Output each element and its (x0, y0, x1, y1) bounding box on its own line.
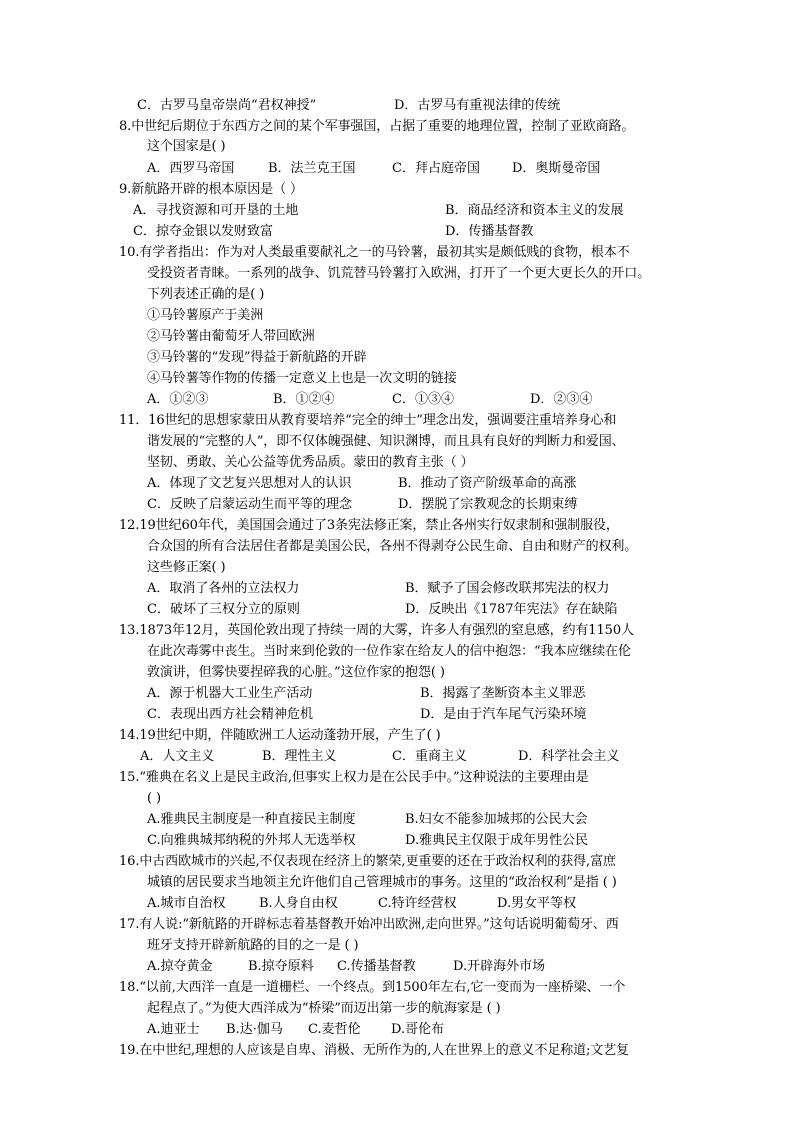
q14-stem: 14.19世纪中期，伴随欧洲工人运动蓬勃开展，产生了( ) (119, 728, 441, 743)
q10-option-c: C．①③④ (392, 392, 454, 407)
q17-option-a: A.掠夺黄金 (147, 959, 213, 974)
q9-stem: 9.新航路开辟的根本原因是（ ） (119, 182, 303, 197)
q13-option-b: B．揭露了垄断资本主义罪恶 (420, 686, 586, 701)
q8-option-b: B．法兰克王国 (268, 161, 356, 176)
q18-option-d: D.哥伦布 (391, 1022, 445, 1037)
q11-stem-line2: 谐发展的“完整的人”，即不仅体魄强健、知识渊博，而且具有良好的判断力和爱国、 (147, 434, 625, 449)
q12-option-d: D．反映出《1787年宪法》存在缺陷 (405, 602, 618, 617)
q14-option-b: B．理性主义 (262, 749, 337, 764)
q7-option-d: D．古罗马有重视法律的传统 (394, 98, 561, 113)
q16-option-a: A.城市自治权 (147, 896, 226, 911)
q15-option-b: B.妇女不能参加城邦的公民大会 (405, 812, 588, 827)
q11-option-a: A．体现了文艺复兴思想对人的认识 (147, 476, 352, 491)
q15-option-d: D.雅典民主仅限于成年男性公民 (405, 833, 589, 848)
q11-stem-line1: 11．16世纪的思想家蒙田从教育要培养“完全的绅士”理念出发，强调要注重培养身心和 (119, 413, 617, 428)
q11-option-d: D．摆脱了宗教观念的长期束缚 (398, 497, 578, 512)
q16-option-b: B.人身自由权 (259, 896, 338, 911)
q13-option-a: A．源于机器大工业生产活动 (147, 686, 313, 701)
q15-stem-line2: ( ) (147, 791, 161, 806)
q17-option-c: C.传播基督教 (337, 959, 416, 974)
q12-option-a: A．取消了各州的立法权力 (147, 581, 300, 596)
q10-option-d: D．②③④ (530, 392, 593, 407)
q11-option-b: B．推动了资产阶级革命的高涨 (398, 476, 577, 491)
q10-statement-1: ①马铃薯原产于美洲 (147, 308, 264, 323)
q10-stem-line1: 10.有学者指出：作为对人类最重要献礼之一的马铃薯，最初其实是颇低贱的食物，根本不 (119, 245, 630, 260)
q17-stem-line2: 班牙支持开辟新航路的目的之一是 ( ) (147, 938, 359, 953)
q15-option-a: A.雅典民主制度是一种直接民主制度 (147, 812, 356, 827)
q15-stem-line1: 15.“雅典在名义上是民主政治,但事实上权力是在公民手中。”这种说法的主要理由是 (119, 770, 589, 785)
q15-option-c: C.向雅典城邦纳税的外邦人无选举权 (147, 833, 356, 848)
q16-option-c: C.特许经营权 (378, 896, 457, 911)
q8-stem-line1: 8.中世纪后期位于东西方之间的某个军事强国，占据了重要的地理位置，控制了亚欧商路。 (119, 119, 635, 134)
q14-option-d: D．科学社会主义 (518, 749, 620, 764)
q18-stem-line1: 18.“以前,大西洋一直是一道栅栏、一个终点。到1500年左右,它一变而为一座桥梁、一个 (119, 980, 626, 995)
q18-option-a: A.迪亚士 (147, 1022, 200, 1037)
q17-option-d: D.开辟海外市场 (453, 959, 546, 974)
q10-option-b: B．①②④ (273, 392, 335, 407)
q9-option-b: B．商品经济和资本主义的发展 (445, 203, 624, 218)
q10-statement-4: ④马铃薯等作物的传播一定意义上也是一次文明的链接 (147, 371, 457, 386)
q18-stem-line2: 起程点了。”为使大西洋成为“桥梁”而迈出第一步的航海家是 ( ) (147, 1001, 501, 1016)
q16-option-d: D.男女平等权 (497, 896, 577, 911)
q14-option-c: C．重商主义 (392, 749, 467, 764)
q13-option-d: D．是由于汽车尾气污染环境 (420, 707, 587, 722)
q13-stem-line1: 13.1873年12月，英国伦敦出现了持续一周的大雾，许多人有强烈的窒息感，约有1150人 (119, 623, 634, 638)
q17-stem-line1: 17.有人说:“新航路的开辟标志着基督教开始冲出欧洲,走向世界。”这句话说明葡萄牙、西 (119, 917, 619, 932)
q18-option-c: C.麦哲伦 (308, 1022, 361, 1037)
q9-option-a: A．寻找资源和可开垦的土地 (133, 203, 299, 218)
q8-option-a: A．西罗马帝国 (147, 161, 235, 176)
q7-option-c: C．古罗马皇帝崇尚“君权神授” (137, 98, 317, 113)
q9-option-c: C．掠夺金银以发财致富 (133, 224, 273, 239)
q18-option-b: B.达·伽马 (226, 1022, 283, 1037)
q12-option-c: C．破坏了三权分立的原则 (147, 602, 300, 617)
q12-stem-line3: 这些修正案( ) (147, 560, 226, 575)
q11-stem-line3: 坚韧、勇敢、关心公益等优秀品质。蒙田的教育主张（ ） (147, 455, 474, 470)
q13-stem-line2: 在此次毒雾中丧生。当时来到伦敦的一位作家在给友人的信中抱怨：“我本应继续在伦 (147, 644, 631, 659)
q10-statement-3: ③马铃薯的“发现”得益于新航路的开辟 (147, 350, 367, 365)
q8-stem-line2: 这个国家是( ) (147, 139, 226, 154)
q10-stem-line3: 下列表述正确的是( ) (147, 287, 265, 302)
q12-stem-line1: 12.19世纪60年代，美国国会通过了3条宪法修正案，禁止各州实行奴隶制和强制服役， (119, 518, 619, 533)
q8-option-d: D．奥斯曼帝国 (512, 161, 601, 176)
q12-stem-line2: 合众国的所有合法居住者都是美国公民，各州不得剥夺公民生命、自由和财产的权利。 (147, 539, 638, 554)
q19-stem-line1: 19.在中世纪,理想的人应该是自卑、消极、无所作为的,人在世界上的意义不足称道;文艺复 (119, 1043, 630, 1058)
q16-stem-line2: 城镇的居民要求当地领主允许他们自己管理城市的事务。这里的“政治权利”是指 ( ) (147, 875, 617, 890)
q10-stem-line2: 受投资者青睐。一系列的战争、饥荒替马铃薯打入欧洲，打开了一个更大更长久的开口。 (147, 266, 651, 281)
q17-option-b: B.掠夺原料 (248, 959, 314, 974)
q13-stem-line3: 敦演讲，但雾快要捏碎我的心脏。”这位作家的抱怨( ) (147, 665, 445, 680)
q8-option-c: C．拜占庭帝国 (392, 161, 480, 176)
q14-option-a: A．人文主义 (140, 749, 215, 764)
q9-option-d: D．传播基督教 (445, 224, 534, 239)
q12-option-b: B．赋予了国会修改联邦宪法的权力 (405, 581, 610, 596)
q13-option-c: C．表现出西方社会精神危机 (147, 707, 313, 722)
q10-statement-2: ②马铃薯由葡萄牙人带回欧洲 (147, 329, 315, 344)
q11-option-c: C．反映了启蒙运动生而平等的理念 (147, 497, 352, 512)
q10-option-a: A．①②③ (147, 392, 209, 407)
q16-stem-line1: 16.中古西欧城市的兴起,不仅表现在经济上的繁荣,更重要的还在于政治权利的获得,富庶 (119, 854, 616, 869)
